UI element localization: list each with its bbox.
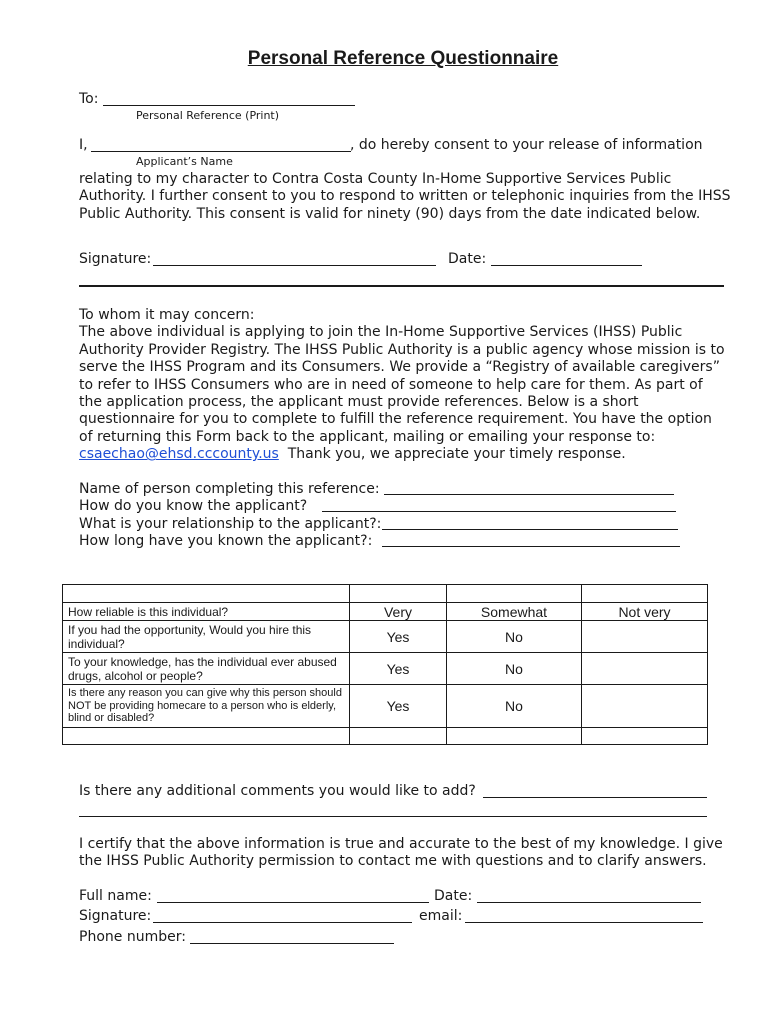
how-long-label: How long have you known the applicant?:: [79, 533, 373, 549]
table-row: [63, 653, 708, 685]
consent-line: Public Authority. This consent is valid for ninety (90) days from the date indicated below.: [79, 205, 701, 222]
email-line[interactable]: [465, 922, 703, 923]
name-label: Name of person completing this reference:: [79, 481, 380, 497]
certify-line: the IHSS Public Authority permission to contact me with questions and to clarify answers.: [79, 853, 707, 870]
letter-email-line: [79, 446, 729, 463]
table-row: [63, 585, 708, 603]
question-cell: If you had the opportunity, Would you hire this individual?: [63, 621, 350, 653]
table-cell: [350, 585, 447, 603]
consent-suffix: , do hereby consent to your release of information: [350, 137, 703, 153]
option-cell[interactable]: Not very: [582, 603, 708, 621]
option-cell[interactable]: No: [447, 621, 582, 653]
comments-line-2[interactable]: [79, 816, 707, 817]
signature-label: Signature:: [79, 251, 152, 267]
table-cell: [63, 585, 350, 603]
table-row: [63, 603, 708, 621]
question-cell: How reliable is this individual?: [63, 603, 350, 621]
letter-line: The above individual is applying to join the In-Home Supportive Services (IHSS) Public: [79, 324, 683, 341]
phone-label: Phone number:: [79, 929, 186, 945]
relationship-label: What is your relationship to the applicant?:: [79, 516, 382, 532]
letter-line: Authority Provider Registry. The IHSS Public Authority is a public agency whose mission is to: [79, 341, 725, 358]
option-cell[interactable]: [582, 621, 708, 653]
letter-line: the application process, the applicant must provide references. Below is a short: [79, 394, 639, 411]
consent-line: Authority. I further consent to you to respond to written or telephonic inquiries from the IHSS: [79, 188, 731, 205]
to-label: To:: [79, 91, 99, 107]
question-cell: To your knowledge, has the individual ever abused drugs, alcohol or people?: [63, 653, 350, 685]
how-long-field-line[interactable]: [382, 546, 680, 547]
know-label: How do you know the applicant?: [79, 498, 308, 514]
certify-paragraph: [79, 836, 729, 871]
option-cell[interactable]: [582, 653, 708, 685]
option-cell[interactable]: Yes: [350, 685, 447, 728]
footer-signature-line[interactable]: [153, 922, 412, 923]
table-row: [63, 685, 708, 728]
signature-line[interactable]: [153, 265, 436, 266]
table-cell: [63, 728, 350, 745]
option-cell[interactable]: Yes: [350, 621, 447, 653]
know-field-line[interactable]: [322, 511, 676, 512]
option-cell[interactable]: Yes: [350, 653, 447, 685]
comments-line-1[interactable]: [483, 797, 707, 798]
footer-date-line[interactable]: [477, 902, 701, 903]
letter-line: questionnaire for you to complete to fulfill the reference requirement. You have the option: [79, 411, 712, 428]
reference-table: [62, 584, 708, 745]
footer-date-label: Date:: [434, 888, 473, 904]
option-cell[interactable]: Somewhat: [447, 603, 582, 621]
date-label: Date:: [448, 251, 487, 267]
i-label: I,: [79, 137, 88, 153]
relationship-field-line[interactable]: [382, 529, 678, 530]
table-cell: [582, 728, 708, 745]
date-line[interactable]: [491, 265, 642, 266]
section-divider: [79, 285, 724, 287]
table-cell: [447, 585, 582, 603]
letter-line: serve the IHSS Program and its Consumers. We provide a “Registry of available caregivers”: [79, 359, 720, 376]
thanks-text: Thank you, we appreciate your timely response.: [287, 446, 626, 463]
email-label: email:: [419, 908, 463, 924]
table-cell: [350, 728, 447, 745]
question-cell: Is there any reason you can give why this person should NOT be providing homecare to a person who is elderly, blind or disabled?: [63, 685, 350, 728]
table-row: [63, 621, 708, 653]
letter-line: to refer to IHSS Consumers who are in need of someone to help care for them. As part of: [79, 376, 703, 393]
consent-line: relating to my character to Contra Costa County In-Home Supportive Services Public: [79, 171, 672, 187]
page-title: Personal Reference Questionnaire: [247, 48, 559, 69]
letter-line: To whom it may concern:: [79, 307, 255, 323]
option-cell[interactable]: No: [447, 685, 582, 728]
to-field-line[interactable]: [103, 105, 355, 106]
table-cell: [447, 728, 582, 745]
email-link[interactable]: csaechao@ehsd.cccounty.us: [79, 446, 279, 463]
table-row: [63, 728, 708, 745]
to-caption: Personal Reference (Print): [136, 109, 280, 122]
comments-label: Is there any additional comments you would like to add?: [79, 783, 476, 799]
table-cell: [582, 585, 708, 603]
option-cell[interactable]: Very: [350, 603, 447, 621]
phone-line[interactable]: [190, 943, 394, 944]
option-cell[interactable]: [582, 685, 708, 728]
name-field-line[interactable]: [384, 494, 674, 495]
letter-line: of returning this Form back to the applicant, mailing or emailing your response to:: [79, 428, 656, 445]
certify-line: I certify that the above information is true and accurate to the best of my knowledge. I give: [79, 836, 723, 852]
footer-signature-label: Signature:: [79, 908, 152, 924]
full-name-line[interactable]: [157, 902, 429, 903]
applicant-name-line[interactable]: [91, 151, 351, 152]
applicant-caption: Applicant’s Name: [136, 155, 233, 168]
option-cell[interactable]: No: [447, 653, 582, 685]
letter-paragraph: [79, 307, 729, 464]
consent-paragraph: [79, 171, 729, 223]
full-name-label: Full name:: [79, 888, 152, 904]
